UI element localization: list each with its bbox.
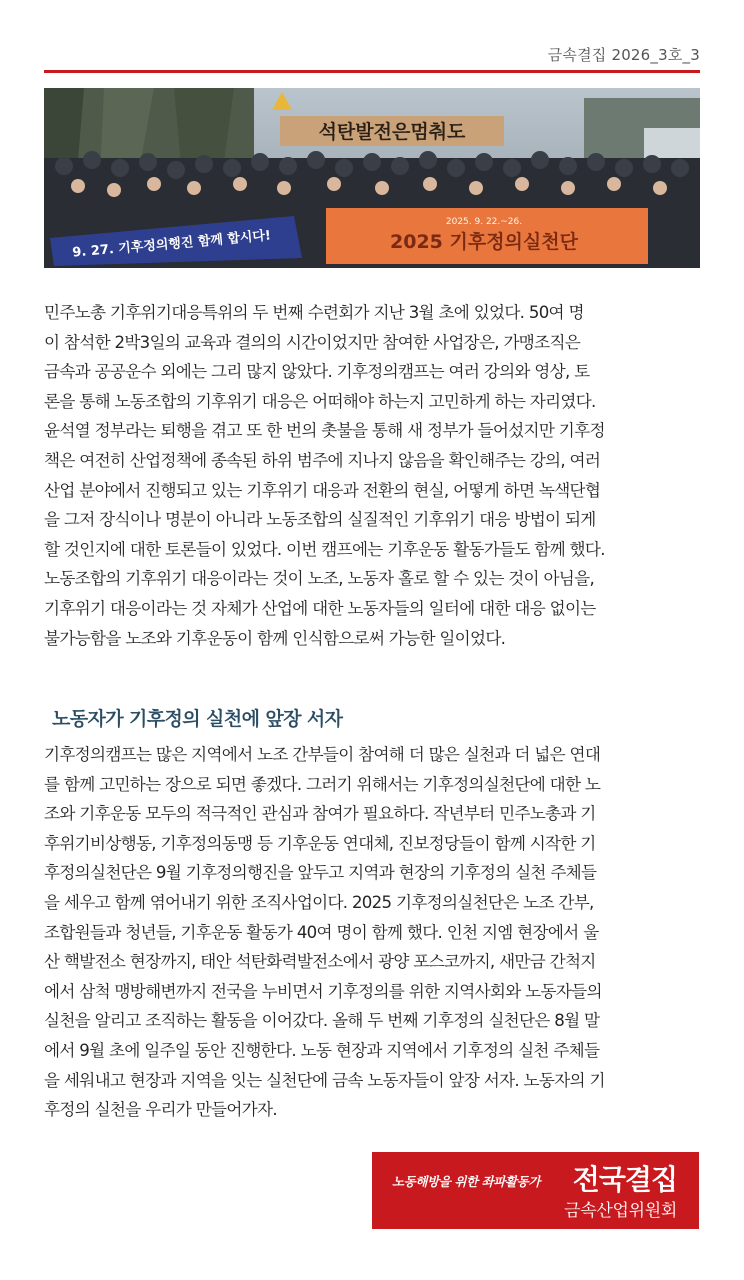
text-line: 을 그저 장식이나 명분이 아니라 노동조합의 실질적인 기후위기 대응 방법이 되게 bbox=[44, 510, 596, 530]
paragraph-2 bbox=[44, 740, 702, 1125]
rally-photo bbox=[44, 88, 700, 268]
text-line: 산 핵발전소 현장까지, 태안 석탄화력발전소에서 광양 포스코까지, 새만금 간척지 bbox=[44, 952, 596, 972]
text-line: 윤석열 정부라는 퇴행을 겪고 또 한 번의 촛불을 통해 새 정부가 들어섰지만 기후정 bbox=[44, 421, 605, 441]
text-line: 기후위기 대응이라는 것 자체가 산업에 대한 노동자들의 일터에 대한 대응 없이는 bbox=[44, 598, 596, 618]
text-line: 후정의실천단은 9월 기후정의행진을 앞두고 지역과 현장의 기후정의 실천 주체들 bbox=[44, 863, 597, 883]
text-line: 기후정의캠프는 많은 지역에서 노조 간부들이 참여해 더 많은 실천과 더 넓은 연대 bbox=[44, 745, 601, 764]
text-line: 를 함께 고민하는 장으로 되면 좋겠다. 그러기 위해서는 기후정의실천단에 대한 노 bbox=[44, 774, 601, 794]
text-line: 을 세우고 함께 엮어내기 위한 조직사업이다. 2025 기후정의실천단은 노조 간부, bbox=[44, 892, 594, 912]
text-line: 할 것인지에 대한 토론들이 있었다. 이번 캠프에는 기후운동 활동가들도 함께 했다. bbox=[44, 539, 605, 559]
text-line: 책은 여전히 산업정책에 종속된 하위 범주에 지나지 않음을 확인해주는 강의, 여러 bbox=[44, 450, 601, 470]
text-line: 에서 9월 초에 일주일 동안 진행한다. 노동 현장과 지역에서 기후정의 실천 주체들 bbox=[44, 1040, 600, 1060]
text-line: 후위기비상행동, 기후정의동맹 등 기후운동 연대체, 진보정당들이 함께 시작한 기 bbox=[44, 833, 596, 853]
sign-text: 석탄발전은멈춰도 bbox=[318, 121, 466, 143]
text-line: 실천을 알리고 조직하는 활동을 이어갔다. 올해 두 번째 기후정의 실천단은 8월 말 bbox=[44, 1011, 600, 1031]
text-line: 에서 삼척 맹방해변까지 전국을 누비면서 기후정의를 위한 지역사회와 노동자들의 bbox=[44, 981, 602, 1001]
logo-slogan: 노동해방을 위한 좌파활동가 bbox=[392, 1174, 541, 1189]
text-line: 론을 통해 노동조합의 기후위기 대응은 어떠해야 하는지 고민하게 하는 자리였다. bbox=[44, 391, 596, 411]
text-line: 금속과 공공운수 외에는 그리 많지 않았다. 기후정의캠프는 여러 강의와 영상, 토 bbox=[44, 362, 590, 382]
text-line: 이 참석한 2박3일의 교육과 결의의 시간이었지만 참여한 사업장은, 가맹조직은 bbox=[44, 332, 581, 352]
paragraph-1 bbox=[44, 298, 702, 653]
text-line: 불가능함을 노조와 기후운동이 함께 인식함으로써 가능한 일이었다. bbox=[44, 628, 506, 648]
issue-label: 금속결집 2026_3호_3 bbox=[547, 46, 700, 64]
text-line: 조와 기후운동 모두의 적극적인 관심과 참여가 필요하다. 작년부터 민주노총과 기 bbox=[44, 804, 596, 824]
section-subheading: 노동자가 기후정의 실천에 앞장 서자 bbox=[52, 708, 343, 730]
banner-right-date: 2025. 9. 22.~26. bbox=[445, 217, 523, 227]
logo-subname: 금속산업위원회 bbox=[564, 1201, 677, 1221]
logo-name: 전국결집 bbox=[572, 1163, 677, 1196]
text-line: 후정의 실천을 우리가 만들어가자. bbox=[44, 1100, 277, 1120]
organization-logo bbox=[372, 1152, 699, 1229]
text-line: 노동조합의 기후위기 대응이라는 것이 노조, 노동자 홀로 할 수 있는 것이 아님을, bbox=[44, 569, 595, 589]
text-line: 을 세워내고 현장과 지역을 잇는 실천단에 금속 노동자들이 앞장 서자. 노동자의 기 bbox=[44, 1070, 605, 1090]
text-line: 민주노총 기후위기대응특위의 두 번째 수련회가 지난 3월 초에 있었다. 50여 명 bbox=[44, 303, 584, 322]
banner-left-text: 9. 27. 기후정의행진 함께 합시다! bbox=[71, 228, 272, 261]
banner-right-title: 2025 기후정의실천단 bbox=[390, 231, 578, 253]
text-line: 산업 분야에서 진행되고 있는 기후위기 대응과 전환의 현실, 어떻게 하면 녹색단협 bbox=[44, 480, 601, 500]
header-divider bbox=[44, 70, 700, 73]
text-line: 조합원들과 청년들, 기후운동 활동가 40여 명이 함께 했다. 인천 지엠 현장에서 울 bbox=[44, 922, 599, 942]
